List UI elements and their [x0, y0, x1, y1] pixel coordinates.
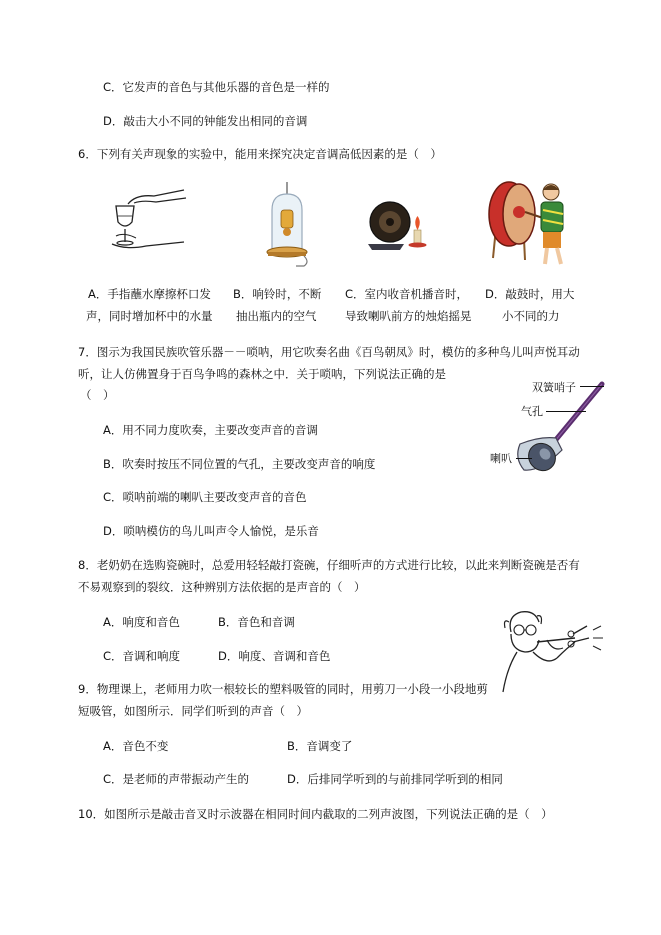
q7-label-hole: 气孔 [521, 405, 543, 418]
q7-label-hole-leader [546, 411, 586, 412]
q10-stem: 10．如图所示是敲击音叉时示波器在相同时间内截取的二列声波图，下列说法正确的是（ ） [78, 807, 553, 821]
q9-option-c: C．是老师的声带振动产生的 [103, 772, 250, 786]
q7-label-reed: 双簧哨子 [532, 381, 576, 394]
q9-stem-line1: 9．物理课上，老师用力吹一根较长的塑料吸管的同时，用剪刀一小段一小段地剪 [78, 682, 488, 696]
q6-option-d-line1: D．敲鼓时，用大 [485, 287, 575, 301]
q6-option-c-line2: 导致喇叭前方的烛焰摇晃 [345, 309, 472, 323]
q8-option-b: B．音色和音调 [218, 615, 295, 629]
q6-option-a-line2: 声，同时增加杯中的水量 [86, 309, 213, 323]
q8-option-d: D．响度、音调和音色 [218, 649, 331, 663]
q9-stem-line2: 短吸管，如图所示．同学们听到的声音（ ） [78, 704, 308, 718]
q9-image-teacher-straw [497, 608, 609, 694]
q9-option-b: B．音调变了 [287, 739, 353, 753]
q6-option-b-line2: 抽出瓶内的空气 [236, 309, 317, 323]
q7-option-b: B．吹奏时按压不同位置的气孔，主要改变声音的响度 [103, 457, 376, 471]
q5-option-c: C．它发声的音色与其他乐器的音色是一样的 [103, 80, 330, 94]
q7-option-c: C．唢呐前端的喇叭主要改变声音的音色 [103, 490, 307, 504]
q6-image-d-drum [485, 178, 577, 270]
q6-image-a-wine-glass [106, 186, 188, 254]
q9-option-d: D．后排同学听到的与前排同学听到的相同 [287, 772, 503, 786]
q7-label-horn: 喇叭 [490, 452, 512, 465]
q7-stem-line2: 听，让人仿佛置身于百鸟争鸣的森林之中．关于唢呐，下列说法正确的是 [78, 367, 446, 381]
q7-option-d: D．唢呐模仿的鸟儿叫声令人愉悦，是乐音 [103, 524, 319, 538]
q6-image-c-speaker-candle [364, 196, 434, 254]
q8-stem-line1: 8．老奶奶在选购瓷碗时，总爱用轻轻敲打瓷碗，仔细听声的方式进行比较，以此来判断瓷碗是否有 [78, 558, 580, 572]
q7-label-horn-leader [516, 458, 532, 459]
q6-option-a-line1: A．手指蘸水摩擦杯口发 [88, 287, 211, 301]
q8-stem-line2: 不易观察到的裂纹．这种辨别方法依据的是声音的（ ） [78, 580, 366, 594]
q6-option-d-line2: 小不同的力 [502, 309, 560, 323]
q9-option-a: A．音色不变 [103, 739, 169, 753]
q7-option-a: A．用不同力度吹奏，主要改变声音的音调 [103, 423, 318, 437]
q6-option-b-line1: B．响铃时，不断 [233, 287, 322, 301]
q7-label-reed-leader [580, 386, 604, 387]
q8-option-a: A．响度和音色 [103, 615, 180, 629]
q6-stem: 6．下列有关声现象的实验中，能用来探究决定音调高低因素的是（ ） [78, 147, 442, 161]
q7-stem-line3: （ ） [80, 388, 115, 402]
q8-option-c: C．音调和响度 [103, 649, 181, 663]
q5-option-d: D．敲击大小不同的钟能发出相同的音调 [103, 114, 308, 128]
q6-option-c-line1: C．室内收音机播音时， [345, 287, 469, 301]
q7-stem-line1: 7．图示为我国民族吹管乐器－－唢呐，用它吹奏名曲《百鸟朝凤》时，模仿的多种鸟儿叫声悦耳动 [78, 345, 580, 359]
q6-image-b-bell-jar [258, 180, 316, 270]
